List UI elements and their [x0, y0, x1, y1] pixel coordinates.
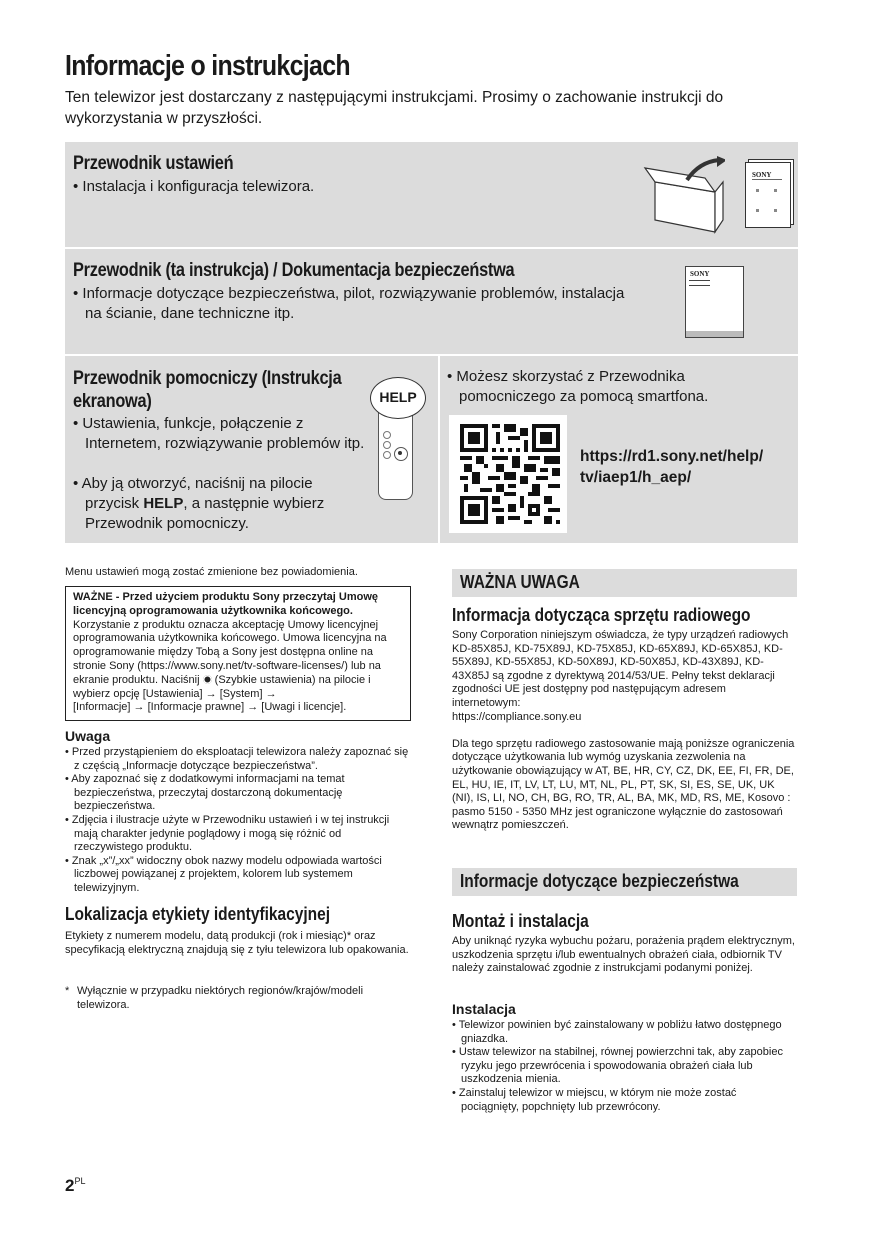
smartphone-text: • Możesz skorzystać z Przewodnika pomocniczego za pomocą smartfona. [447, 368, 709, 405]
page-number: $2^{PL}$ [65, 1176, 86, 1195]
install-list [452, 1019, 787, 1114]
tv-box-illustration [643, 156, 725, 234]
help-guide-box [65, 356, 438, 543]
list-item: • Znak „x”/„xx” widoczny obok nazwy modelu odpowiada wartości liczbowej powiązanej z projektem, kolorem lub systemem telewizyjnym. [65, 854, 382, 894]
help-url[interactable] [580, 446, 763, 488]
qr-code [460, 424, 560, 524]
uwaga-list [65, 746, 410, 896]
help-guide-title-1: Przewodnik pomocniczy (Instrukcja [73, 368, 342, 389]
manual-illustration [685, 266, 744, 338]
setup-guide-bullet: • Instalacja i konfiguracja telewizora. [73, 178, 315, 195]
arrow-icon: → [247, 701, 259, 714]
footnote-star: * [65, 985, 70, 997]
list-item: • Telewizor powinien być zainstalowany w pobliżu łatwo dostępnego gniazdka. [452, 1019, 782, 1045]
setup-guide-box [65, 142, 798, 247]
arrow-icon: → [265, 687, 277, 700]
arrow-icon: → [133, 701, 145, 714]
settings-note: Menu ustawień mogą zostać zmienione bez powiadomienia. [65, 566, 358, 578]
install-heading: Instalacja [452, 1001, 516, 1017]
gear-icon [203, 675, 212, 684]
page-title: Informacje o instrukcjach [65, 50, 350, 82]
help-key-label: HELP [379, 389, 417, 405]
manual-guide-bullet: • Informacje dotyczące bezpieczeństwa, pilot, rozwiązywanie problemów, instalacja na ścianie, dane techniczne itp. [73, 285, 625, 322]
intro-text: Ten telewizor jest dostarczany z następującymi instrukcjami. Prosimy o zachowanie instrukcji do wykorzystania w przyszłości. [65, 89, 724, 127]
help-guide-bullet-2: • Aby ją otworzyć, naciśnij na pilocie przycisk HELP, a następnie wybierz Przewodnik pomocniczy. [73, 475, 325, 532]
important-license-box [65, 586, 411, 721]
safety-info-heading: Informacje dotyczące bezpieczeństwa [460, 871, 739, 891]
radio-info-heading: Informacja dotycząca sprzętu radiowego [452, 605, 751, 625]
safety-info-bar [452, 868, 797, 896]
list-item: • Przed przystąpieniem do eksploatacji telewizora należy zapoznać się z częścią „Informacje dotyczące bezpieczeństwa”. [65, 746, 409, 772]
important-notice-bar [452, 569, 797, 597]
footnote [65, 985, 410, 1012]
remote-illustration [378, 411, 413, 500]
label-location-heading: Lokalizacja etykiety identyfikacyjnej [65, 904, 331, 924]
footnote-text: Wyłącznie w przypadku niektórych regionów/krajów/modeli telewizora. [77, 985, 364, 1011]
setup-guide-illustration [745, 162, 791, 228]
help-url-line-1: https://rd1.sony.net/help/ [580, 448, 764, 465]
important-notice-heading: WAŻNA UWAGA [460, 572, 580, 592]
help-key-illustration [370, 377, 426, 419]
label-location-text: Etykiety z numerem modelu, datą produkcji (rok i miesiąc)* oraz specyfikacją elektryczną znajdują się z tyłu telewizora lub opakowania. [65, 930, 409, 956]
help-guide-bullet-1: • Ustawienia, funkcje, połączenie z Internetem, rozwiązywanie problemów itp. [73, 415, 365, 452]
list-item: • Aby zapoznać się z dodatkowymi informacjami na temat bezpieczeństwa, przeczytaj dostarczoną dokumentację bezpieczeństwa. [65, 773, 345, 813]
setup-guide-title: Przewodnik ustawień [73, 153, 234, 174]
language-code: PL [74, 1176, 86, 1186]
important-license-text: Korzystanie z produktu oznacza akceptację Umowy licencyjnej oprogramowania użytkownika końcowego. Umowa licencyjna na oprogramowanie między Tobą a Sony jest dostępna online na stronie Sony (https://www.sony.net/tv-software-licenses/) lub na ekranie produktu. Naciśnij (Szybkie ustawienia) na pilocie i wybierz opcję [Ustawienia] → [System] → [Informacje] → [Informacje prawne] → [Uwagi i licencje]. [73, 618, 387, 714]
sony-logo: SONY [690, 270, 710, 278]
mount-heading: Montaż i instalacja [452, 911, 589, 931]
help-url-line-2: tv/iaep1/h_aep/ [580, 469, 692, 486]
smartphone-box [440, 356, 798, 543]
arrow-icon: → [205, 687, 217, 700]
list-item: • Zainstaluj telewizor w miejscu, w którym nie może zostać pociągnięty, popchnięty lub przewrócony. [452, 1086, 737, 1113]
sony-logo: SONY [752, 171, 772, 179]
help-guide-title-2: ekranowa) [73, 391, 152, 412]
list-item: • Ustaw telewizor na stabilnej, równej powierzchni tak, aby zapobiec ryzyku jego przewrócenia i spowodowania obrażeń ciała lub uszkodzenia mienia. [452, 1046, 783, 1086]
uwaga-heading: Uwaga [65, 728, 111, 744]
radio-info-text: Sony Corporation niniejszym oświadcza, że typy urządzeń radiowych KD-85X85J, KD-75X89J, KD-75X85J, KD-65X89J, KD-65X85J, KD-55X89J, KD-55X85J, KD-50X89J, KD-50X85J, KD-43X89J, KD-43X85J są zgodne z dyrektywą 2014/53/UE. Pełny tekst deklaracji zgodności UE jest dostępny pod następującym adresem internetowym: https://compliance.sony.eu Dla tego sprzętu radiowego zastosowanie mają poniższe ograniczenia dotyczące użytkowania lub wymóg uzyskania zezwolenia na użytkowanie obowiązujący w AT, BE, HR, CY, CZ, DK, EE, FI, FR, DE, EL, HU, IE, IT, LV, LT, LU, MT, NL, PL, PT, SK, SI, ES, SE, UK, UK (NI), IS, LI, NO, CH, BG, RO, TR, AL, BA, MK, MD, RS, ME, Kosovo : pasmo 5150 - 5350 MHz jest ograniczone wyłącznie do zastosowań wewnątrz pomieszczeń. [452, 629, 797, 833]
mount-text: Aby uniknąć ryzyka wybuchu pożaru, porażenia prądem elektrycznym, uszkodzenia sprzętu i/lub ewentualnych obrażeń ciała, odbiornik TV należy zainstalować zgodnie z instrukcjami podanymi poniżej. [452, 935, 795, 975]
qr-code-box [449, 415, 567, 533]
important-license-heading: WAŻNE - Przed użyciem produktu Sony przeczytaj Umowę licencyjną oprogramowania użytkownika końcowego. [73, 591, 378, 617]
list-item: • Zdjęcia i ilustracje użyte w Przewodniku ustawień i w tej instrukcji mają charakter jedynie poglądowy i mogą się różnić od rzeczywistego produktu. [65, 813, 390, 854]
manual-guide-title: Przewodnik (ta instrukcja) / Dokumentacja bezpieczeństwa [73, 260, 515, 281]
manual-guide-box [65, 249, 798, 354]
compliance-url[interactable]: https://compliance.sony.eu [452, 710, 582, 723]
